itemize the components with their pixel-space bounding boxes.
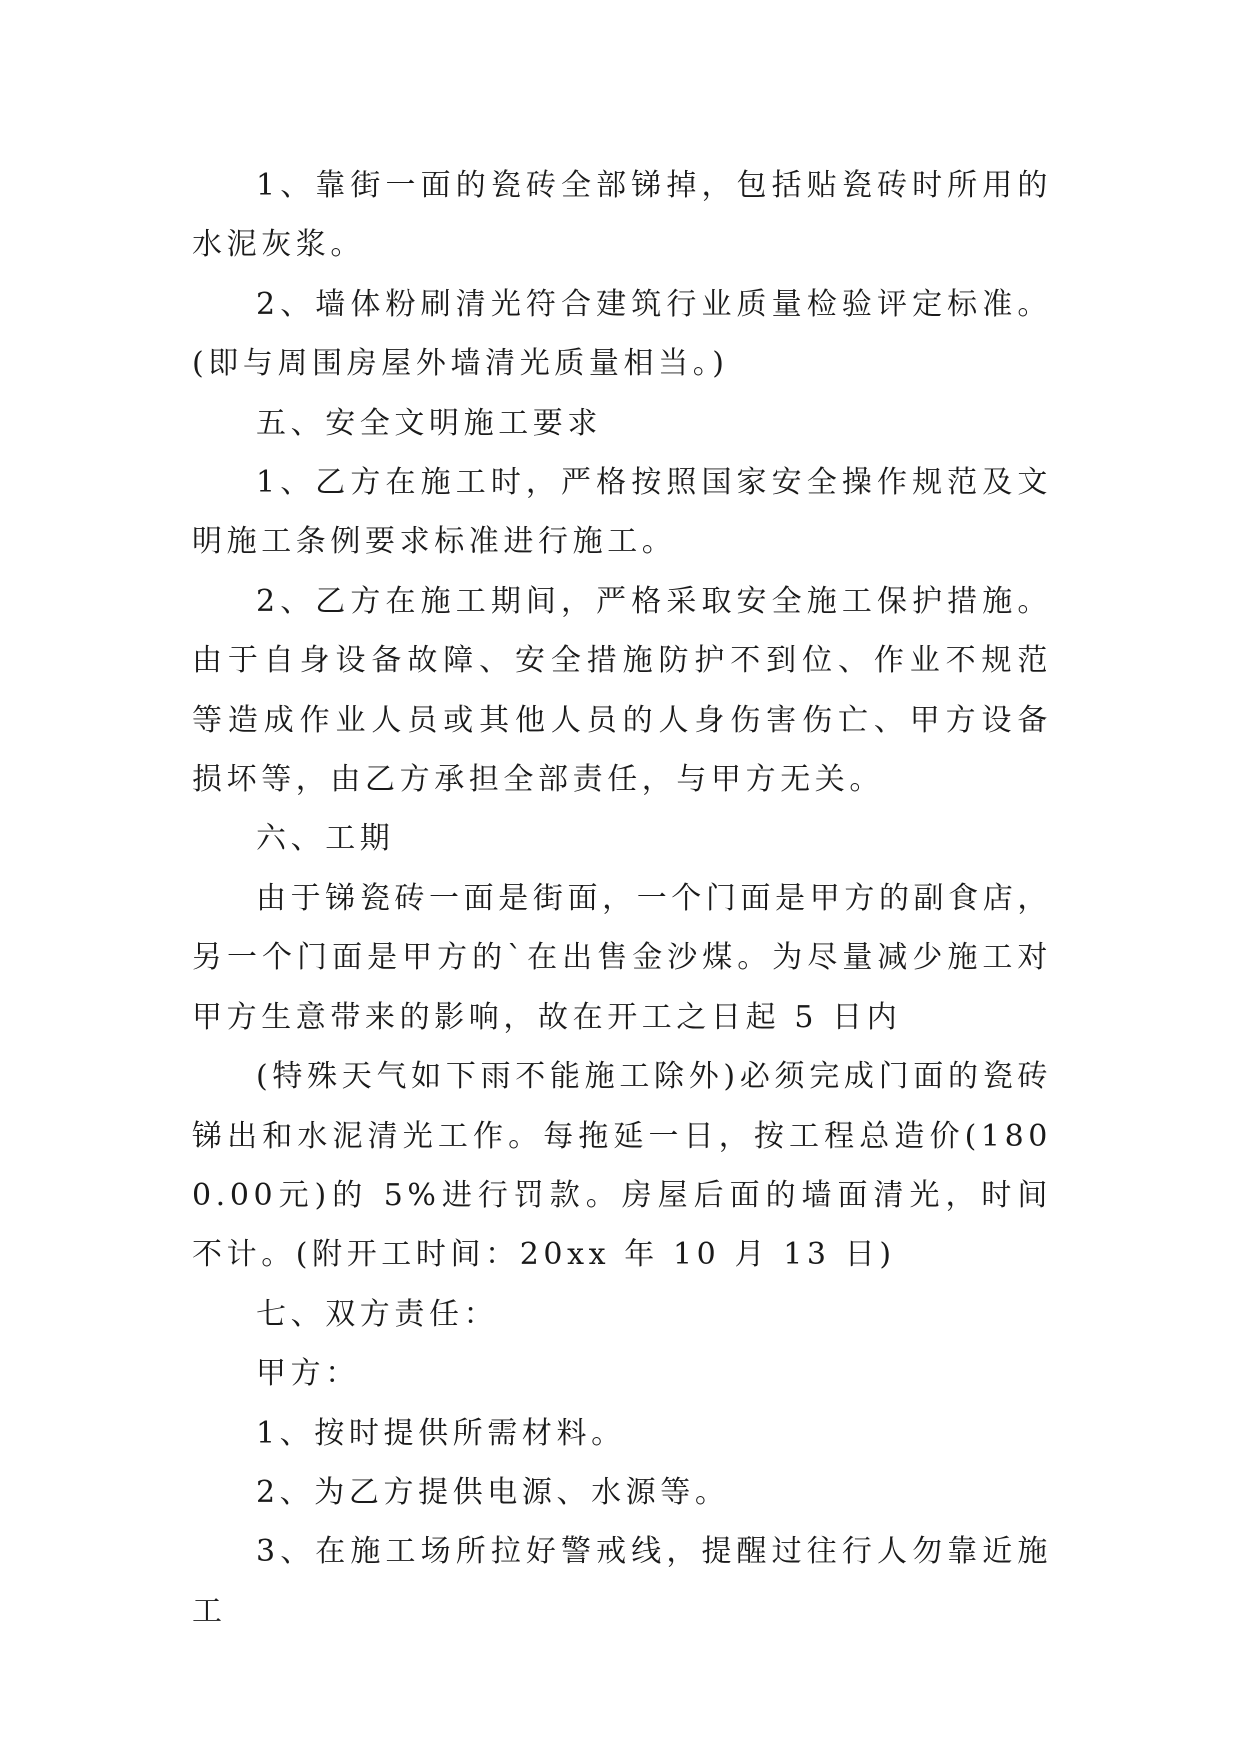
paragraph-schedule-reason: 由于锑瓷砖一面是街面，一个门面是甲方的副食店，另一个门面是甲方的`在出售金沙煤。为尽量减少施工对甲方生意带来的影响，故在开工之日起 5 日内	[192, 880, 1052, 1035]
section-heading-safety: 五、安全文明施工要求	[256, 405, 602, 441]
section-heading-responsibilities: 七、双方责任：	[256, 1296, 499, 1332]
party-a-item-3: 3、在施工场所拉好警戒线，提醒过往行人勿靠近施工	[192, 1534, 1052, 1629]
document-body	[192, 156, 1052, 1641]
party-a-item-2: 2、为乙方提供电源、水源等。	[256, 1474, 730, 1510]
paragraph-schedule-penalty: (特殊天气如下雨不能施工除外)必须完成门面的瓷砖锑出和水泥清光工作。每拖延一日，按工程总造价(1800.00元)的 5%进行罚款。房屋后面的墙面清光，时间不计。(附开工时间：20xx 年 10 月 13 日)	[192, 1059, 1052, 1273]
paragraph-safety-measures: 2、乙方在施工期间，严格采取安全施工保护措施。由于自身设备故障、安全措施防护不到位、作业不规范等造成作业人员或其他人员的人身伤害伤亡、甲方设备损坏等，由乙方承担全部责任，与甲方无关。	[192, 583, 1052, 798]
party-a-label: 甲方：	[256, 1356, 360, 1392]
party-a-item-1: 1、按时提供所需材料。	[256, 1415, 626, 1451]
paragraph-safety-standards: 1、乙方在施工时，严格按照国家安全操作规范及文明施工条例要求标准进行施工。	[192, 465, 1052, 560]
paragraph-wall-plastering: 2、墙体粉刷清光符合建筑行业质量检验评定标准。(即与周围房屋外墙清光质量相当。)	[192, 286, 1052, 382]
section-heading-schedule: 六、工期	[256, 821, 395, 857]
paragraph-tile-removal: 1、靠街一面的瓷砖全部锑掉，包括贴瓷砖时所用的水泥灰浆。	[192, 168, 1052, 263]
